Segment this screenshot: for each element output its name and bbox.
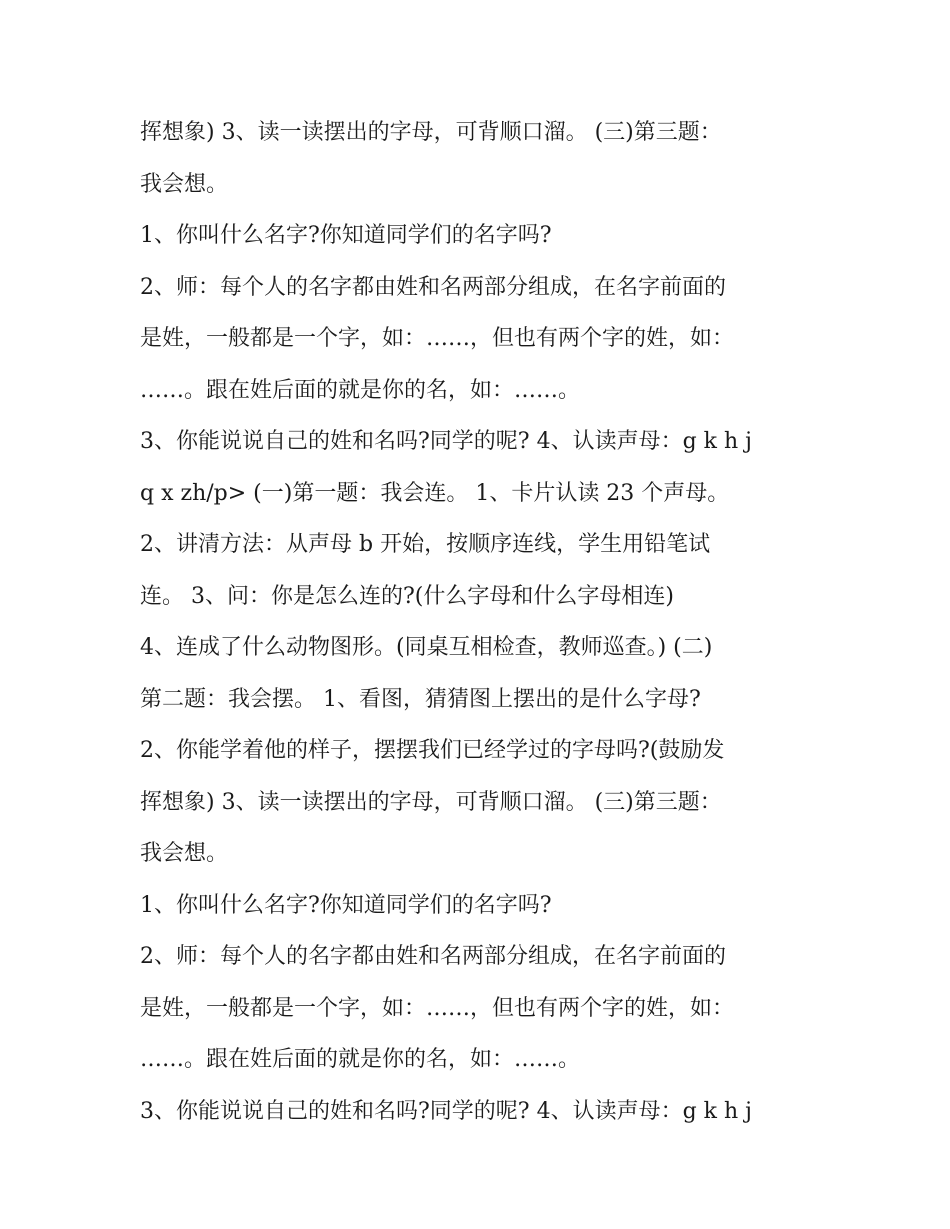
document-body [140,107,810,1137]
text-line: 连。 3、问：你是怎么连的?(什么字母和什么字母相连) [140,583,674,609]
text-line: 2、师：每个人的名字都由姓和名两部分组成，在名字前面的 [140,944,726,969]
text-line: 是姓，一般都是一个字，如：……，但也有两个字的姓，如： [140,995,735,1021]
text-line: ……。跟在姓后面的就是你的名，如：……。 [140,377,581,403]
text-line: 2、你能学着他的样子，摆摆我们已经学过的字母吗?(鼓励发 [140,738,725,763]
text-line: 第二题：我会摆。 1、看图，猜猜图上摆出的是什么字母? [140,686,701,712]
text-line: 2、师：每个人的名字都由姓和名两部分组成，在名字前面的 [140,274,726,300]
text-line: 挥想象) 3、读一读摆出的字母，可背顺口溜。 (三)第三题： [140,120,722,145]
text-line: 1、你叫什么名字?你知道同学们的名字吗? [140,892,552,918]
text-line: 4、连成了什么动物图形。(同桌互相检查，教师巡查。) (二) [140,635,713,660]
text-line: 我会想。 [140,171,229,197]
text-line: q x zh/p> (一)第一题：我会连。 1、卡片认读 23 个声母。 [140,480,730,506]
text-line: 我会想。 [140,841,229,866]
text-line: ……。跟在姓后面的就是你的名，如：……。 [140,1047,581,1072]
text-line: 3、你能说说自己的姓和名吗?同学的呢? 4、认读声母：g k h j [140,429,752,454]
text-line: 挥想象) 3、读一读摆出的字母，可背顺口溜。 (三)第三题： [140,789,722,815]
text-line: 是姓，一般都是一个字，如：……，但也有两个字的姓，如： [140,326,735,351]
text-line: 3、你能说说自己的姓和名吗?同学的呢? 4、认读声母：g k h j [140,1098,752,1124]
text-line: 2、讲清方法：从声母 b 开始，按顺序连线，学生用铅笔试 [140,532,711,557]
text-line: 1、你叫什么名字?你知道同学们的名字吗? [140,223,552,248]
